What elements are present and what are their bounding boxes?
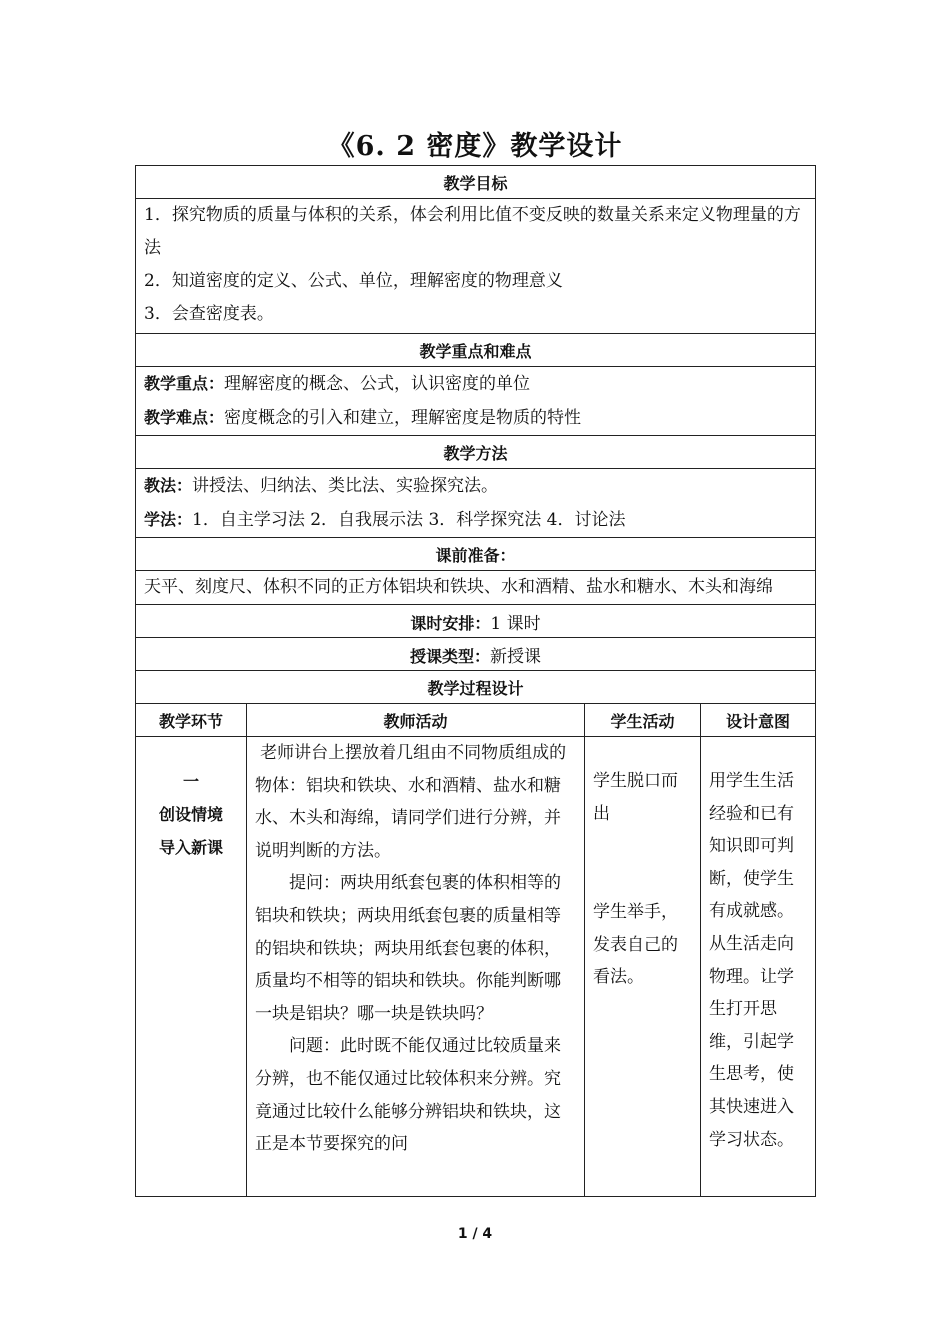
keypoints-row — [136, 367, 816, 436]
lesson-type-row — [136, 638, 816, 671]
schedule-value: 1 课时 — [490, 613, 541, 634]
focus-text: 理解密度的概念、公式，认识密度的单位 — [224, 374, 531, 394]
preparation-header: 课前准备： — [136, 538, 816, 571]
preparation-row — [136, 571, 816, 605]
teach-label: 教法： — [144, 476, 193, 495]
student-activity-1: 学生脱口而出 — [593, 771, 678, 824]
methods-header: 教学方法 — [136, 436, 816, 469]
process-header-row — [136, 671, 816, 704]
preparation-text: 天平、刻度尺、体积不同的正方体铝块和铁块、水和酒精、盐水和糖水、木头和海绵 — [144, 577, 773, 597]
teacher-paragraph: 问题：此时既不能仅通过比较质量来分辨，也不能仅通过比较体积来分辨。究竟通过比较什么能够分辨铝块和铁块，这正是本节要探究的问 — [255, 1036, 561, 1155]
student-activity-2: 学生举手，发表自己的看法。 — [593, 902, 678, 988]
learn-text: 1．自主学习法 2．自我展示法 3．科学探究法 4．讨论法 — [192, 510, 626, 530]
student-activity-cell — [585, 737, 701, 1197]
keypoints-header: 教学重点和难点 — [136, 334, 816, 367]
teacher-paragraph: 老师讲台上摆放着几组由不同物质组成的物体：铝块和铁块、水和酒精、盐水和糖水、木头和海绵，请同学们进行分辨，并说明判断的方法。 — [255, 743, 567, 861]
methods-row — [136, 469, 816, 538]
stage-title-1: 创设情境 — [158, 805, 223, 824]
keypoints-header-row — [136, 334, 816, 367]
lesson-type-label: 授课类型： — [410, 646, 491, 666]
learn-label: 学法： — [144, 510, 193, 529]
lesson-plan-table — [135, 165, 816, 1197]
objective-item: 1．探究物质的质量与体积的关系，体会利用比值不变反映的数量关系来定义物理量的方法 — [144, 205, 801, 258]
stage-number: 一 — [182, 772, 199, 791]
teacher-paragraph: 提问：两块用纸套包裹的体积相等的铝块和铁块；两块用纸套包裹的质量相等的铝块和铁块；两块用纸套包裹的体积，质量均不相等的铝块和铁块。你能判断哪一块是铝块？哪一块是铁块吗？ — [255, 873, 561, 1024]
page-title: 《6. 2 密度》教学设计 — [327, 131, 623, 162]
focus-line — [144, 367, 807, 401]
objectives-header: 教学目标 — [136, 166, 816, 199]
methods-header-row — [136, 436, 816, 469]
schedule-row — [136, 605, 816, 638]
objectives-row — [136, 199, 816, 334]
objective-item: 2．知道密度的定义、公式、单位，理解密度的物理意义 — [144, 271, 563, 291]
column-header: 教学环节 — [136, 704, 247, 737]
page-number: 1 / 4 — [457, 1226, 493, 1242]
objective-item: 3．会查密度表。 — [144, 304, 274, 324]
schedule-label: 课时安排： — [410, 613, 491, 633]
preparation-header-row — [136, 538, 816, 571]
objectives-header-row — [136, 166, 816, 199]
focus-label: 教学重点： — [144, 374, 225, 393]
stage-cell — [136, 737, 247, 1197]
column-header: 设计意图 — [701, 704, 816, 737]
teacher-activity-cell — [247, 737, 585, 1197]
process-columns-row — [136, 704, 816, 737]
process-row — [136, 737, 816, 1197]
learn-method-line — [144, 503, 807, 537]
difficulty-line — [144, 401, 807, 435]
stage-title-2: 导入新课 — [158, 838, 223, 857]
column-header: 学生活动 — [585, 704, 701, 737]
column-header: 教师活动 — [247, 704, 585, 737]
lesson-type-value: 新授课 — [490, 646, 542, 667]
difficulty-label: 教学难点： — [144, 408, 225, 427]
teach-method-line — [144, 469, 807, 503]
difficulty-text: 密度概念的引入和建立，理解密度是物质的特性 — [224, 408, 582, 428]
design-intent-cell — [701, 737, 816, 1197]
process-header: 教学过程设计 — [136, 671, 816, 704]
design-intent-text: 用学生生活经验和已有知识即可判断，使学生有成就感。从生活走向物理。让学生打开思维，引起学生思考，使其快速进入学习状态。 — [709, 771, 794, 1150]
teach-text: 讲授法、归纳法、类比法、实验探究法。 — [192, 476, 499, 496]
